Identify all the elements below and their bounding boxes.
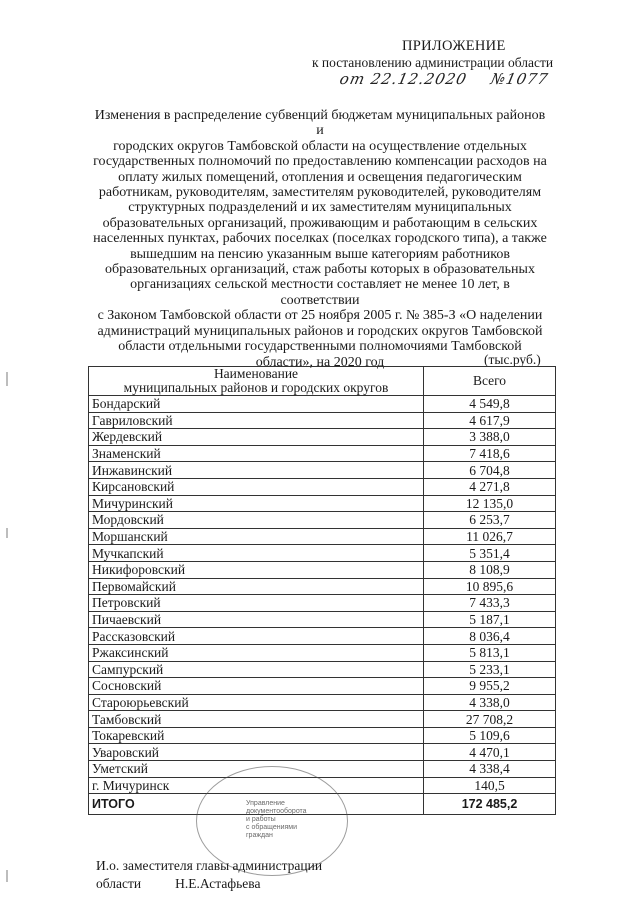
district-name: Мичуринский [89, 495, 424, 512]
district-name: Староюрьевский [89, 694, 424, 711]
table-row [89, 429, 556, 446]
district-value: 10 895,6 [424, 578, 556, 595]
handwritten-number: №1077 [488, 70, 551, 88]
column-header-name-line2: муниципальных районов и городских округов [123, 380, 389, 395]
district-name: Мучкапский [89, 545, 424, 562]
district-value: 8 108,9 [424, 561, 556, 578]
handwritten-date-number [338, 70, 574, 88]
district-value: 4 338,0 [424, 694, 556, 711]
signature-block [96, 876, 260, 892]
district-name: Токаревский [89, 727, 424, 744]
appendix-title: ПРИЛОЖЕНИЕ [402, 38, 506, 54]
district-name: Пичаевский [89, 611, 424, 628]
district-name: Уваровский [89, 744, 424, 761]
table-row [89, 661, 556, 678]
heading-line: государственных полномочий по предоставлению компенсации расходов на [93, 154, 547, 170]
heading-line: с Законом Тамбовской области от 25 ноября 2005 г. № 385-З «О наделении [97, 308, 543, 324]
table-row [89, 528, 556, 545]
district-name: Петровский [89, 595, 424, 612]
district-name: Моршанский [89, 528, 424, 545]
district-value: 5 813,1 [424, 644, 556, 661]
heading-line: Изменения в распределение субвенций бюджетам муниципальных районов и [94, 108, 546, 139]
district-value: 4 338,4 [424, 761, 556, 778]
column-header-name-line1: Наименование [213, 366, 299, 381]
table-row [89, 495, 556, 512]
district-name: Инжавинский [89, 462, 424, 479]
total-label: ИТОГО [89, 794, 424, 815]
heading-line: области», на 2020 год [255, 354, 385, 370]
district-name: Никифоровский [89, 561, 424, 578]
table-row [89, 628, 556, 645]
heading-line: области отдельными государственными полномочиями Тамбовской [118, 339, 522, 355]
table-row [89, 744, 556, 761]
scan-artifact [6, 372, 8, 386]
appendix-subtitle: к постановлению администрации области [312, 55, 554, 70]
table-row [89, 711, 556, 728]
table-row [89, 462, 556, 479]
district-value: 9 955,2 [424, 678, 556, 695]
table-row [89, 678, 556, 695]
column-header-name [89, 367, 424, 396]
district-value: 4 549,8 [424, 396, 556, 413]
district-name: Жердевский [89, 429, 424, 446]
table-row [89, 561, 556, 578]
district-value: 6 704,8 [424, 462, 556, 479]
district-name: г. Мичуринск [89, 777, 424, 794]
district-name: Тамбовский [89, 711, 424, 728]
table-row [89, 761, 556, 778]
district-value: 6 253,7 [424, 512, 556, 529]
table-row [89, 512, 556, 529]
stamp-line: с обращениями [246, 824, 297, 831]
district-value: 5 351,4 [424, 545, 556, 562]
table-row [89, 478, 556, 495]
document-heading [90, 108, 550, 370]
table-row [89, 694, 556, 711]
signature-region: области [96, 876, 142, 891]
district-value: 5 233,1 [424, 661, 556, 678]
table-row [89, 445, 556, 462]
district-name: Рассказовский [89, 628, 424, 645]
total-value: 172 485,2 [424, 794, 556, 815]
district-name: Ржаксинский [89, 644, 424, 661]
table-body [89, 396, 556, 794]
district-name: Бондарский [89, 396, 424, 413]
district-name: Уметский [89, 761, 424, 778]
district-value: 7 418,6 [424, 445, 556, 462]
heading-line: населенных пунктах, рабочих поселках (поселках городского типа), а также [93, 231, 547, 247]
column-header-total: Всего [424, 367, 556, 396]
district-value: 27 708,2 [424, 711, 556, 728]
district-name: Кирсановский [89, 478, 424, 495]
heading-line: вышедшим на пенсию указанным выше категориям работников [130, 246, 510, 262]
stamp-line: граждан [246, 832, 273, 839]
table-row [89, 578, 556, 595]
office-stamp-text [246, 800, 308, 840]
district-value: 3 388,0 [424, 429, 556, 446]
handwritten-date: от 22.12.2020 [338, 70, 469, 88]
units-label: (тыс.руб.) [484, 352, 541, 367]
district-value: 11 026,7 [424, 528, 556, 545]
district-name: Сосновский [89, 678, 424, 695]
table-row [89, 412, 556, 429]
heading-line: администраций муниципальных районов и городских округов Тамбовской [97, 323, 543, 339]
district-value: 4 271,8 [424, 478, 556, 495]
table-row [89, 727, 556, 744]
district-value: 5 109,6 [424, 727, 556, 744]
stamp-line: Управление [246, 800, 285, 807]
table-row [89, 611, 556, 628]
stamp-line: документооборота [246, 808, 307, 815]
district-name: Первомайский [89, 578, 424, 595]
signatory-name: Н.Е.Астафьева [175, 876, 261, 891]
heading-line: образовательных организаций, стаж работы которых в образовательных [105, 262, 535, 278]
district-value: 4 617,9 [424, 412, 556, 429]
district-value: 12 135,0 [424, 495, 556, 512]
district-value: 140,5 [424, 777, 556, 794]
table-row [89, 545, 556, 562]
district-value: 5 187,1 [424, 611, 556, 628]
district-name: Сампурский [89, 661, 424, 678]
district-name: Мордовский [89, 512, 424, 529]
table-row [89, 396, 556, 413]
heading-line: образовательных организаций, проживающим и работающим в сельских [102, 215, 538, 231]
district-value: 4 470,1 [424, 744, 556, 761]
district-value: 7 433,3 [424, 595, 556, 612]
district-name: Знаменский [89, 445, 424, 462]
scan-artifact [6, 528, 8, 538]
heading-line: оплату жилых помещений, отопления и освещения педагогическим [118, 169, 522, 185]
district-name: Гавриловский [89, 412, 424, 429]
heading-line: организациях сельской местности составляет не менее 10 лет, в соответствии [130, 277, 510, 308]
heading-line: работникам, руководителям, заместителям руководителей, руководителям [98, 185, 542, 201]
district-value: 8 036,4 [424, 628, 556, 645]
signature-position: И.о. заместителя главы администрации [96, 858, 323, 873]
table-header-row [89, 367, 556, 396]
heading-line: структурных подразделений и их заместителям муниципальных [128, 200, 512, 216]
table-row [89, 595, 556, 612]
stamp-line: и работы [246, 816, 276, 823]
subvention-table [88, 366, 556, 815]
scan-artifact [6, 870, 8, 882]
table-row [89, 644, 556, 661]
heading-line: городских округов Тамбовской области на осуществление отдельных [113, 138, 527, 154]
